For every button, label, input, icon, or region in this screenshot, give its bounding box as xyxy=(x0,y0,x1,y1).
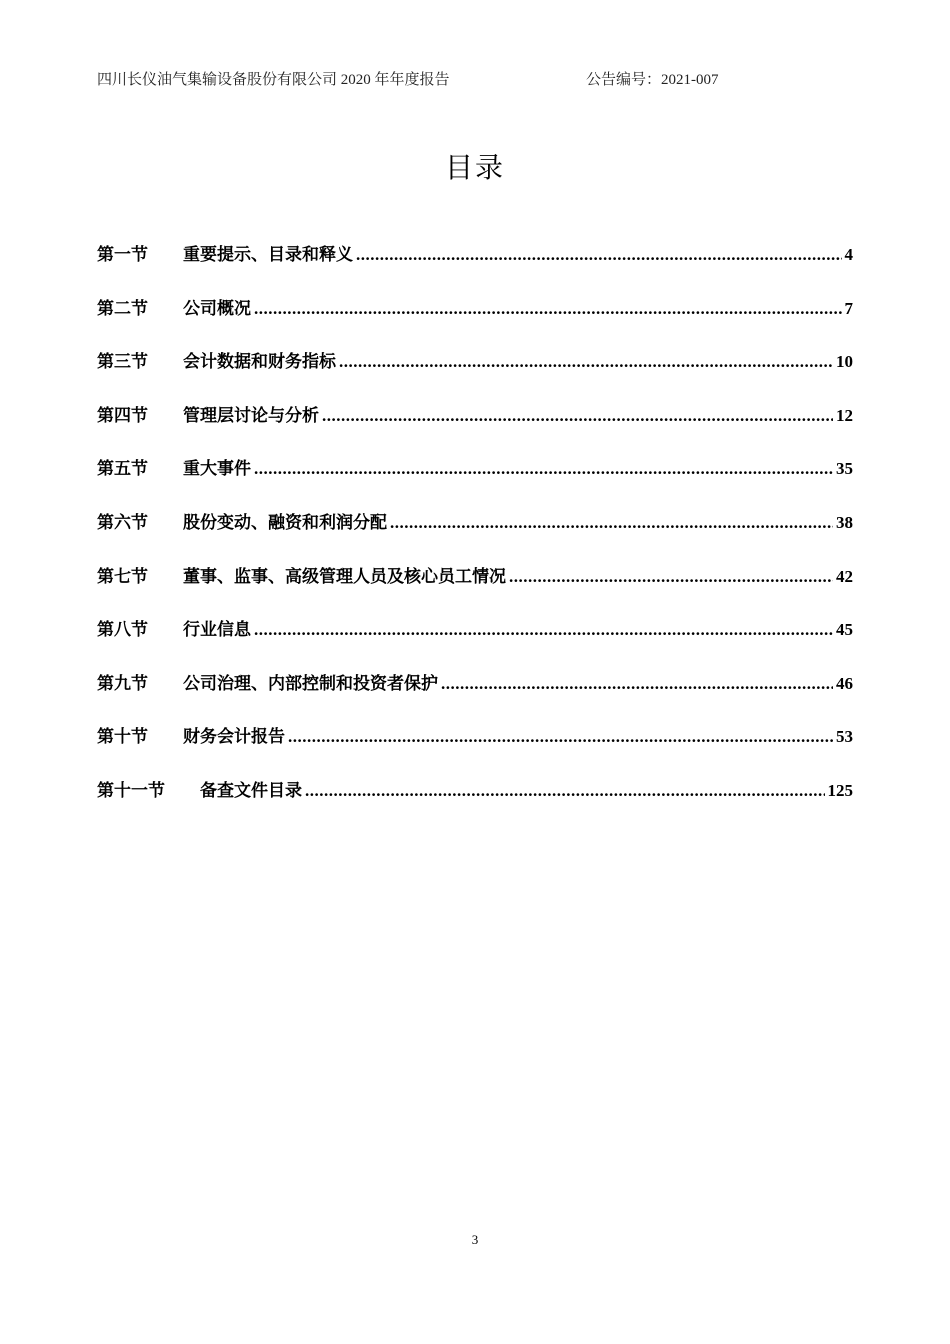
toc-leader-dots xyxy=(254,459,833,479)
toc-leader-dots xyxy=(509,567,833,587)
toc-section-title: 财务会计报告 xyxy=(183,727,285,748)
toc-entry-6[interactable] xyxy=(97,508,853,562)
toc-section-title: 公司概况 xyxy=(183,298,251,319)
toc-section-title: 管理层讨论与分析 xyxy=(183,405,319,426)
toc-page-number: 38 xyxy=(836,512,853,532)
toc-page-number: 125 xyxy=(827,780,853,800)
toc-entry-7[interactable] xyxy=(97,562,853,616)
toc-leader-dots xyxy=(356,245,842,265)
toc-section-title: 行业信息 xyxy=(183,620,251,641)
toc-section-number: 第二节 xyxy=(97,298,148,319)
toc-entry-2[interactable] xyxy=(97,294,853,348)
toc-page-number: 12 xyxy=(836,405,853,425)
toc-entry-10[interactable] xyxy=(97,722,853,776)
toc-section-number: 第一节 xyxy=(97,245,148,265)
toc-entry-4[interactable] xyxy=(97,401,853,455)
toc-entry-8[interactable] xyxy=(97,615,853,669)
toc-section-title: 股份变动、融资和利润分配 xyxy=(183,512,387,533)
toc-leader-dots xyxy=(339,352,833,372)
toc-page-number: 7 xyxy=(844,298,853,318)
toc-leader-dots xyxy=(305,781,825,801)
page-number: 3 xyxy=(471,1232,479,1247)
toc-page-number: 46 xyxy=(836,673,853,693)
toc-leader-dots xyxy=(288,727,833,747)
toc-leader-dots xyxy=(254,620,833,640)
toc-section-title: 会计数据和财务指标 xyxy=(183,352,336,373)
toc-leader-dots xyxy=(441,674,833,694)
toc-page-number: 10 xyxy=(836,352,853,372)
table-of-contents xyxy=(97,240,853,830)
toc-section-number: 第八节 xyxy=(97,620,148,641)
toc-section-number: 第十节 xyxy=(97,727,148,748)
toc-section-number: 第十一节 xyxy=(97,780,165,801)
toc-section-number: 第三节 xyxy=(97,352,148,373)
toc-leader-dots xyxy=(322,406,833,426)
header-notice-number: 公告编号：2021-007 xyxy=(586,72,719,88)
toc-leader-dots xyxy=(390,513,833,533)
toc-entry-11[interactable] xyxy=(97,776,853,830)
toc-section-title: 公司治理、内部控制和投资者保护 xyxy=(183,673,438,694)
toc-leader-dots xyxy=(254,299,842,319)
toc-section-number: 第六节 xyxy=(97,512,148,533)
page-header xyxy=(97,68,853,90)
toc-section-title: 备查文件目录 xyxy=(200,780,302,801)
toc-entry-9[interactable] xyxy=(97,669,853,723)
toc-section-title: 重大事件 xyxy=(183,459,251,480)
page-title: 目录 xyxy=(444,151,505,184)
toc-page-number: 35 xyxy=(836,459,853,479)
toc-section-number: 第九节 xyxy=(97,673,148,694)
toc-entry-5[interactable] xyxy=(97,454,853,508)
header-company-report: 四川长仪油气集输设备股份有限公司 2020 年年度报告 xyxy=(97,72,450,88)
toc-page-number: 4 xyxy=(844,245,853,264)
toc-section-number: 第五节 xyxy=(97,459,148,480)
toc-entry-3[interactable] xyxy=(97,347,853,401)
toc-entry-1[interactable] xyxy=(97,240,853,294)
toc-page-number: 45 xyxy=(836,620,853,640)
toc-section-number: 第七节 xyxy=(97,566,148,587)
toc-section-title: 董事、监事、高级管理人员及核心员工情况 xyxy=(183,566,506,587)
toc-section-title: 重要提示、目录和释义 xyxy=(183,245,353,265)
toc-page-number: 53 xyxy=(836,727,853,747)
toc-section-number: 第四节 xyxy=(97,405,148,426)
toc-page-number: 42 xyxy=(836,566,853,586)
